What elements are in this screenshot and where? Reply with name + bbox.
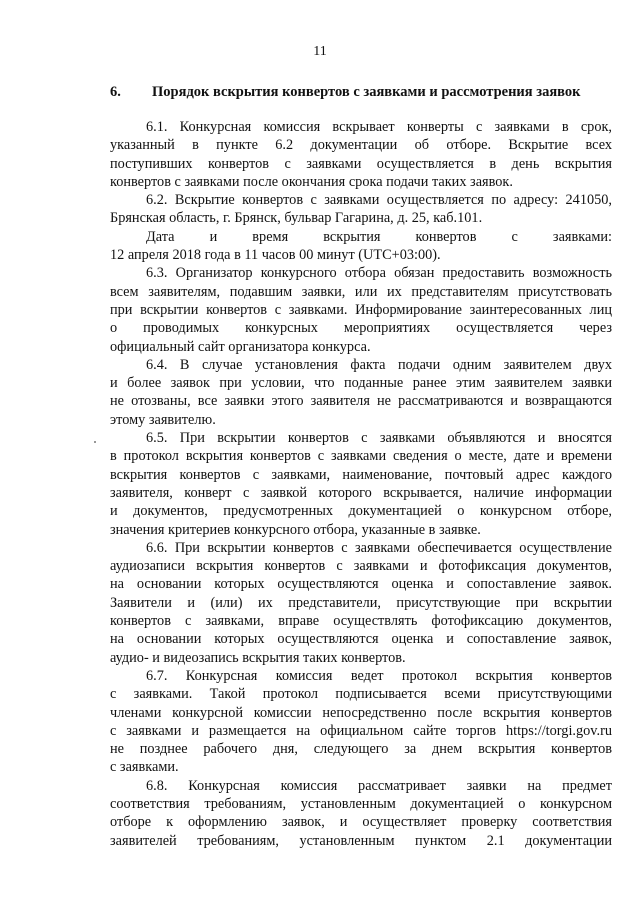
text-line: поступивших конвертов с заявками осуществляется в день вскрытия — [110, 155, 612, 172]
text-line: 6.8. Конкурсная комиссия рассматривает заявки на предмет — [146, 777, 612, 794]
text-line: указанный в пункте 6.2 документации об отборе. Вскрытие всех — [110, 137, 612, 154]
text-line: с заявками и размещается на официальном сайте торгов https://torgi.gov.ru — [110, 722, 612, 739]
text-line: не отозваны, все заявки этого заявителя не рассматриваются и возвращаются — [110, 393, 612, 410]
text-line: заявителя, конверт с заявкой которого вскрывается, наличие информации — [110, 484, 612, 501]
text-line: соответствия требованиям, установленным документацией о конкурсном — [110, 795, 612, 812]
text-line: 6.7. Конкурсная комиссия ведет протокол вскрытия конвертов — [146, 667, 612, 684]
section-title: Порядок вскрытия конвертов с заявками и рассмотрения заявок — [152, 84, 581, 100]
page-number: 11 — [313, 44, 327, 59]
text-line: на основании которых осуществляются оценка и сопоставление заявок, — [110, 631, 612, 648]
paragraph-p6-3 — [110, 264, 612, 355]
text-line: отборе к оформлению заявок, и осуществляет проверку соответствия — [110, 814, 612, 831]
text-line: 6.1. Конкурсная комиссия вскрывает конверты с заявками в срок, — [146, 119, 612, 135]
paragraph-p6-2b — [110, 228, 612, 265]
text-line: аудио- и видеозапись вскрытия таких конвертов. — [110, 649, 406, 666]
section-heading — [110, 84, 610, 101]
paragraph-p6-6 — [110, 539, 612, 667]
text-line: Брянская область, г. Брянск, бульвар Гагарина, д. 25, каб.101. — [110, 210, 483, 227]
text-line: заявителей требованиям, установленным пунктом 2.1 документации — [110, 832, 612, 849]
text-line: аудиозаписи вскрытия конвертов с заявками и фотофиксация документов, — [110, 558, 612, 575]
scan-speck — [94, 441, 96, 443]
text-line: 6.5. При вскрытии конвертов с заявками объявляются и вносятся — [146, 430, 612, 447]
text-line: всем заявителям, подавшим заявки, или их представителям присутствовать — [110, 283, 612, 300]
text-line: 6.3. Организатор конкурсного отбора обязан предоставить возможность — [146, 265, 612, 282]
text-line: конвертов с заявками, вправе осуществлять фотофиксацию документов, — [110, 613, 612, 630]
text-line: этому заявителю. — [110, 411, 216, 428]
text-line: членами конкурсной комиссии непосредственно после вскрытия конвертов — [110, 704, 612, 721]
text-line: и более заявок при условии, что поданные ранее этим заявителем заявки — [110, 375, 612, 392]
text-line: на основании которых осуществляются оценка и сопоставление заявок. — [110, 576, 612, 593]
text-line: 6.4. В случае установления факта подачи одним заявителем двух — [146, 356, 612, 373]
text-line: вскрытия конвертов с заявками, наименование, почтовый адрес каждого — [110, 466, 612, 483]
paragraph-p6-4 — [110, 356, 612, 429]
text-line: конвертов с заявками после окончания срока подачи таких заявок. — [110, 173, 513, 190]
paragraph-p6-2 — [110, 191, 612, 228]
text-line: значения критериев конкурсного отбора, указанные в заявке. — [110, 521, 481, 538]
text-line: Дата и время вскрытия конвертов с заявками: — [146, 228, 612, 245]
text-line: 12 апреля 2018 года в 11 часов 00 минут (UTC+03:00). — [110, 247, 441, 264]
paragraph-p6-1 — [110, 118, 612, 191]
text-line: 6.6. При вскрытии конвертов с заявками обеспечивается осуществление — [146, 539, 612, 556]
section-number: 6. — [110, 84, 121, 100]
paragraph-p6-8 — [110, 777, 612, 850]
text-line: Заявители и (или) их представители, присутствующие при вскрытии — [110, 594, 612, 611]
text-line: не позднее рабочего дня, следующего за днем вскрытия конвертов — [110, 741, 612, 758]
text-line: 6.2. Вскрытие конвертов с заявками осуществляется по адресу: 241050, — [146, 192, 612, 209]
text-line: при вскрытии конвертов с заявками. Информирование заинтересованных лиц — [110, 301, 612, 318]
text-line: в протокол вскрытия конвертов с заявками сведения о месте, дате и времени — [110, 448, 612, 465]
text-line: с заявками. — [110, 759, 179, 776]
body-text — [110, 118, 612, 850]
paragraph-p6-7 — [110, 667, 612, 777]
text-line: с заявками. Такой протокол подписывается всеми присутствующими — [110, 686, 612, 703]
text-line: о проводимых конкурсных мероприятиях осуществляется через — [110, 320, 612, 337]
text-line: и документов, предусмотренных документацией о конкурсном отборе, — [110, 503, 612, 520]
paragraph-p6-5 — [110, 429, 612, 539]
text-line: официальный сайт организатора конкурса. — [110, 338, 371, 355]
